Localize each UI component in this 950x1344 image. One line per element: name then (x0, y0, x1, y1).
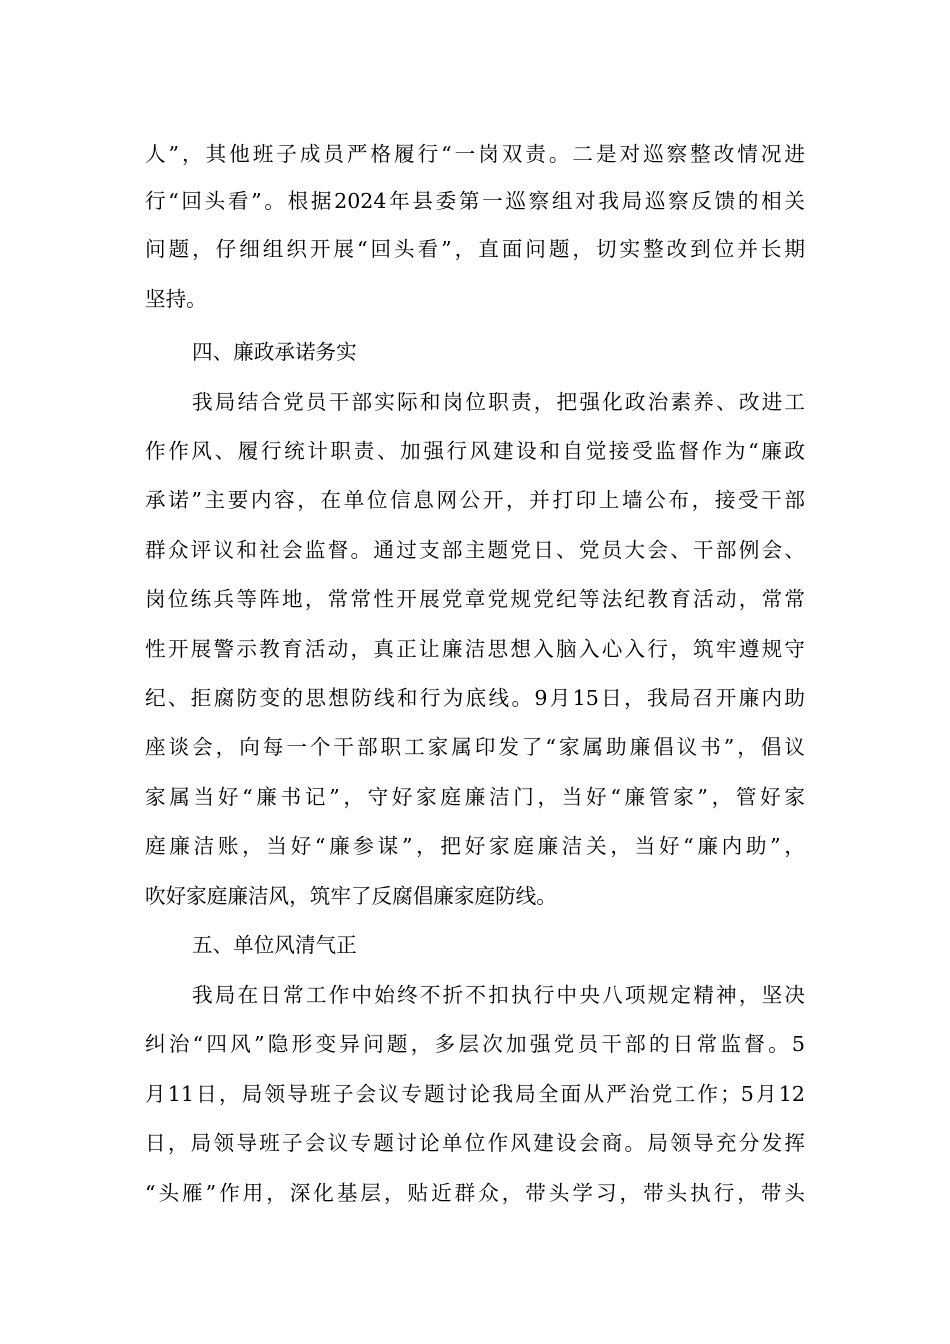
text-line: 纠治“四风”隐形变异问题，多层次加强党员干部的日常监督。5 (145, 1032, 805, 1056)
text-line: “头雁”作用，深化基层，贴近群众，带头学习，带头执行，带头 (145, 1181, 805, 1205)
text-line: 作作风、履行统计职责、加强行风建设和自觉接受监督作为“廉政 (145, 439, 805, 463)
text-line: 性开展警示教育活动，真正让廉洁思想入脑入心入行，筑牢遵规守 (145, 637, 805, 661)
section-heading-four: 四、廉政承诺务实 (192, 340, 357, 364)
text-line: 座谈会，向每一个干部职工家属印发了“家属助廉倡议书”，倡议 (145, 735, 805, 759)
paragraph-first-line: 我局在日常工作中始终不折不扣执行中央八项规定精神，坚决 (192, 983, 805, 1007)
text-line: 群众评议和社会监督。通过支部主题党日、党员大会、干部例会、 (145, 538, 805, 562)
text-line: 日，局领导班子会议专题讨论单位作风建设会商。局领导充分发挥 (145, 1131, 805, 1155)
text-line: 人”，其他班子成员严格履行“一岗双责。二是对巡察整改情况进 (145, 142, 805, 166)
text-line: 庭廉洁账，当好“廉参谋”，把好家庭廉洁关，当好“廉内助”， (145, 834, 805, 858)
section-heading-five: 五、单位风清气正 (192, 933, 357, 957)
text-line: 承诺”主要内容，在单位信息网公开，并打印上墙公布，接受干部 (145, 488, 805, 512)
text-line: 吹好家庭廉洁风，筑牢了反腐倡廉家庭防线。 (145, 884, 557, 908)
paragraph-first-line: 我局结合党员干部实际和岗位职责，把强化政治素养、改进工 (192, 390, 805, 414)
text-line: 坚持。 (145, 287, 207, 311)
text-line: 行“回头看”。根据2024年县委第一巡察组对我局巡察反馈的相关 (145, 189, 805, 213)
text-line: 家属当好“廉书记”，守好家庭廉洁门，当好“廉管家”，管好家 (145, 785, 805, 809)
text-line: 月11日，局领导班子会议专题讨论我局全面从严治党工作；5月12 (145, 1082, 805, 1106)
text-line: 岗位练兵等阵地，常常性开展党章党规党纪等法纪教育活动，常常 (145, 587, 805, 611)
text-line: 纪、拒腐防变的思想防线和行为底线。9月15日，我局召开廉内助 (145, 686, 805, 710)
text-line: 问题，仔细组织开展“回头看”，直面问题，切实整改到位并长期 (145, 237, 805, 261)
